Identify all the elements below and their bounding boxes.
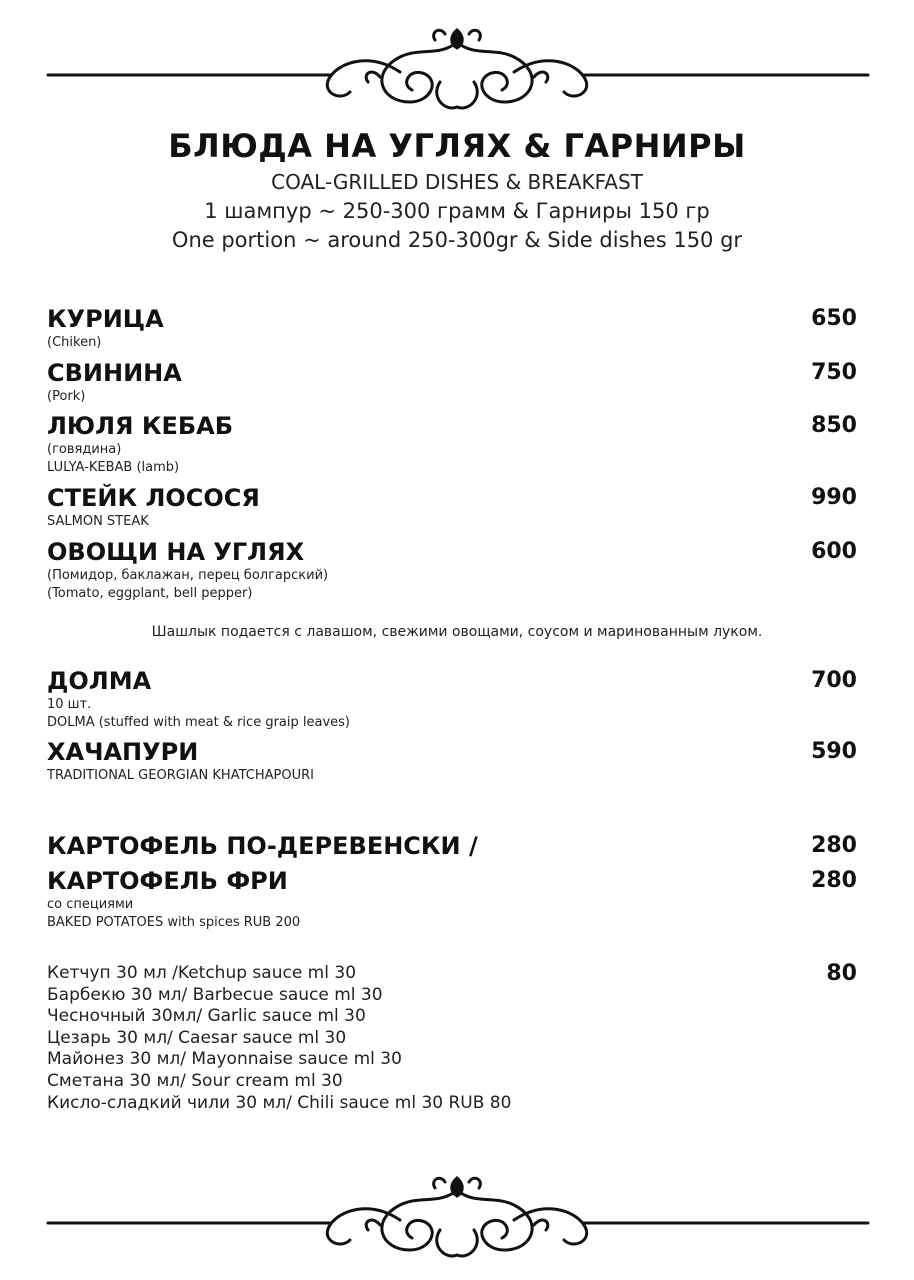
menu-item-pork — [47, 358, 857, 406]
item-price: 600 — [811, 539, 857, 564]
menu-item-country-potatoes — [47, 831, 857, 861]
menu-item-chicken — [47, 304, 857, 352]
item-name: КАРТОФЕЛЬ ПО-ДЕРЕВЕНСКИ / — [47, 832, 478, 860]
sauce-item: Барбекю 30 мл/ Barbecue sauce ml 30 — [47, 984, 383, 1005]
item-desc: 10 шт. — [47, 697, 92, 712]
sauces-price: 80 — [826, 961, 857, 986]
item-desc: BAKED POTATOES with spices RUB 200 — [47, 915, 301, 930]
item-desc: со специями — [47, 897, 134, 912]
bottom-ornament — [0, 1170, 914, 1280]
item-name: КАРТОФЕЛЬ ФРИ — [47, 867, 288, 895]
item-name: ДОЛМА — [47, 667, 152, 695]
item-desc: (Chiken) — [47, 335, 102, 350]
item-desc: (Помидор, баклажан, перец болгарский) — [47, 568, 329, 583]
menu-item-lulya-kebab — [47, 411, 857, 477]
sauce-item: Кисло-сладкий чили 30 мл/ Chili sauce ml 30 RUB 80 — [47, 1092, 512, 1113]
item-desc: (говядина) — [47, 442, 122, 457]
menu-subtitle-en: COAL-GRILLED DISHES & BREAKFAST — [271, 170, 643, 194]
item-price: 990 — [811, 485, 857, 510]
menu-item-french-fries — [47, 866, 857, 932]
item-desc: DOLMA (stuffed with meat & rice graip leaves) — [47, 715, 350, 730]
item-price: 650 — [811, 306, 857, 331]
sauce-item: Майонез 30 мл/ Mayonnaise sauce ml 30 — [47, 1049, 402, 1070]
item-price: 590 — [811, 739, 857, 764]
item-desc: TRADITIONAL GEORGIAN KHATCHAPOURI — [47, 768, 314, 783]
item-price: 280 — [811, 833, 857, 858]
portion-info-en: One portion ~ around 250-300gr & Side dishes 150 gr — [171, 228, 743, 252]
item-name: СТЕЙК ЛОСОСЯ — [47, 484, 260, 512]
sauce-item: Цезарь 30 мл/ Caesar sauce ml 30 — [47, 1027, 347, 1048]
menu-item-grilled-vegetables — [47, 537, 857, 603]
item-name: СВИНИНА — [47, 359, 182, 387]
item-name: ОВОЩИ НА УГЛЯХ — [47, 538, 305, 566]
item-name: ХАЧАПУРИ — [47, 738, 199, 766]
item-desc: LULYA-KEBAB (lamb) — [47, 460, 180, 475]
item-name: ЛЮЛЯ КЕБАБ — [47, 412, 234, 440]
menu-item-khachapuri — [47, 737, 857, 785]
item-desc: (Pork) — [47, 389, 86, 404]
item-desc: SALMON STEAK — [47, 514, 149, 529]
menu-item-dolma — [47, 666, 857, 732]
sauce-item: Сметана 30 мл/ Sour cream ml 30 — [47, 1070, 343, 1091]
menu-item-salmon-steak — [47, 483, 857, 531]
item-name: КУРИЦА — [47, 305, 164, 333]
item-price: 700 — [811, 668, 857, 693]
menu-header — [0, 124, 914, 255]
top-ornament — [0, 22, 914, 132]
item-price: 280 — [811, 868, 857, 893]
sauce-item: Чесночный 30мл/ Garlic sauce ml 30 — [47, 1006, 366, 1027]
sauce-item: Кетчуп 30 мл /Ketchup sauce ml 30 — [47, 963, 357, 983]
sauces-list — [47, 963, 857, 1114]
portion-info-ru: 1 шампур ~ 250-300 грамм & Гарниры 150 гр — [204, 199, 710, 223]
shashlik-note: Шашлык подается с лавашом, свежими овощами, соусом и маринованным луком. — [151, 624, 763, 640]
item-price: 750 — [811, 360, 857, 385]
item-price: 850 — [811, 413, 857, 438]
menu-title: БЛЮДА НА УГЛЯХ & ГАРНИРЫ — [168, 127, 746, 165]
item-desc: (Tomato, eggplant, bell pepper) — [47, 586, 253, 601]
